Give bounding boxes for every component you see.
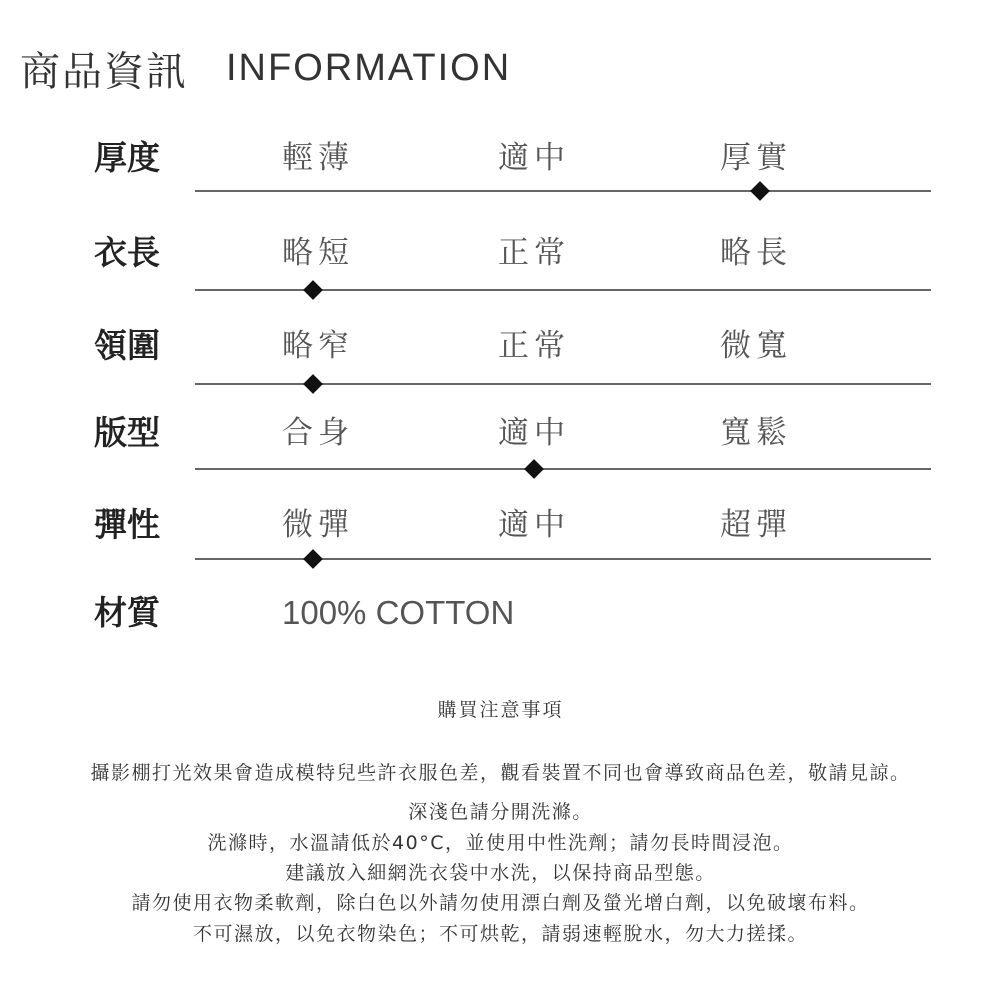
notes-line: 深淺色請分開洗滌。 [408, 801, 593, 823]
option-low: 微彈 [282, 507, 354, 543]
scale-marker [524, 459, 544, 479]
attribute-label: 彈性 [94, 505, 160, 544]
notes-line: 不可濕放，以免衣物染色；不可烘乾，請弱速輕脫水，勿大力搓揉。 [192, 923, 808, 945]
option-mid: 適中 [498, 140, 570, 176]
material-value: 100% COTTON [282, 594, 515, 631]
option-high: 厚實 [720, 140, 792, 176]
option-mid: 適中 [498, 415, 570, 451]
scale-marker [303, 280, 323, 300]
material-label: 材質 [94, 593, 160, 632]
attribute-label: 厚度 [94, 138, 160, 177]
scale-marker [303, 549, 323, 569]
attribute-label: 衣長 [94, 233, 160, 272]
scale-line [195, 468, 931, 470]
notes-line: 洗滌時，水溫請低於40°C，並使用中性洗劑；請勿長時間浸泡。 [207, 832, 794, 854]
header [20, 40, 511, 96]
notes-line: 請勿使用衣物柔軟劑，除白色以外請勿使用漂白劑及螢光增白劑，以免破壞布料。 [131, 892, 870, 914]
page-title-en: INFORMATION [226, 46, 512, 89]
option-high: 超彈 [720, 507, 792, 543]
page-title-zh: 商品資訊 [20, 48, 188, 95]
attribute-label: 領圍 [94, 326, 160, 365]
notes-line: 攝影棚打光效果會造成模特兒些許衣服色差，觀看裝置不同也會導致商品色差，敬請見諒。 [90, 762, 911, 784]
scale-marker [303, 374, 323, 394]
option-low: 合身 [282, 415, 354, 451]
option-mid: 正常 [498, 235, 570, 271]
option-low: 略窄 [282, 328, 354, 364]
option-high: 略長 [720, 235, 792, 271]
scale-marker [750, 181, 770, 201]
option-mid: 適中 [498, 507, 570, 543]
option-high: 寬鬆 [720, 415, 792, 451]
notes-title: 購買注意事項 [437, 699, 564, 721]
option-high: 微寬 [720, 328, 792, 364]
notes-line: 建議放入細網洗衣袋中水洗，以保持商品型態。 [285, 862, 716, 884]
scale-line [195, 190, 931, 192]
option-low: 輕薄 [282, 140, 354, 176]
attribute-label: 版型 [94, 413, 160, 452]
option-mid: 正常 [498, 328, 570, 364]
option-low: 略短 [282, 235, 354, 271]
